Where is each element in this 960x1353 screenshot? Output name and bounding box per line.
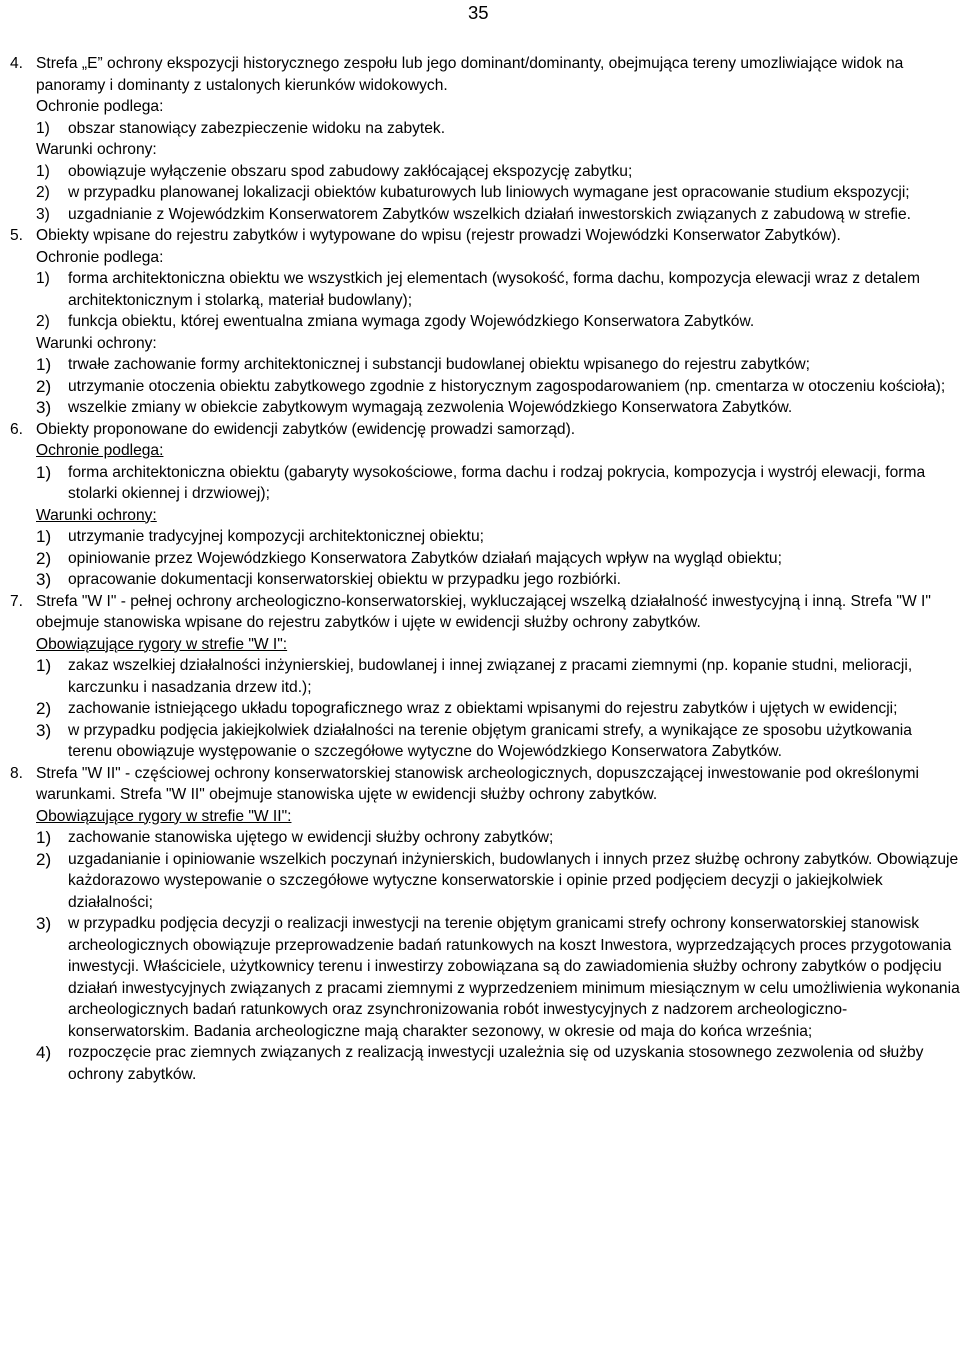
list-item-text: zachowanie stanowiska ujętego w ewidencji służby ochrony zabytków; <box>68 829 554 846</box>
list-item <box>36 268 960 311</box>
list-item-number: 3) <box>36 205 50 223</box>
list-item-text: wszelkie zmiany w obiekcie zabytkowym wymagają zezwolenia Wojewódzkiego Konserwatora Zabytków. <box>68 399 793 416</box>
section <box>10 53 960 225</box>
list-item-text: uzgadanianie i opiniowanie wszelkich poczynań inżynierskich, budowlanych i innych przez służbę ochrony zabytków. Obowiązuje każdorazowo wystepowanie o szczegółowe wytyczne konserwatorskie i opinie przed podjęciem decyzji o jakiejkolwiek działalności; <box>68 850 959 911</box>
list-item-number: 1) <box>36 462 52 482</box>
list-item-number: 1) <box>36 656 52 675</box>
list-item-text: zachowanie istniejącego układu topograficznego wraz z obiektami wpisanymi do rejestru zabytków i ujętych w ewidencji; <box>68 700 898 717</box>
list-item-text: w przypadku planowanej lokalizacji obiektów kubaturowych lub liniowych wymagane jest opracowanie studium ekspozycji; <box>68 184 910 201</box>
section-number: 5. <box>10 227 24 244</box>
document-body <box>10 53 960 1085</box>
page-number: 35 <box>468 2 489 23</box>
list-item-text: w przypadku podjęcia jakiejkolwiek działalności na terenie objętym granicami strefy, a wynikające ze sposobu użytkowania terenu obowiązuje występowanie o szczegółowe wytyczne do Wojewódzkiego Konserwatora Zabytków. <box>68 721 912 760</box>
group-heading: Ochronie podlega: <box>36 98 164 115</box>
list-item-number: 4) <box>36 1043 52 1062</box>
list-item <box>36 182 960 204</box>
list-item <box>36 698 960 720</box>
list-item-number: 2) <box>36 699 52 718</box>
section <box>10 763 960 1086</box>
list-item <box>36 376 960 398</box>
list-item-number: 2) <box>36 313 50 330</box>
list-item <box>36 655 960 698</box>
section-text: Obiekty proponowane do ewidencji zabytków (ewidencję prowadzi samorząd). <box>36 420 576 438</box>
list-item-number: 3) <box>36 720 52 740</box>
list-item-number: 1) <box>36 119 50 137</box>
list-item <box>36 526 960 548</box>
list-item <box>36 397 960 419</box>
list-item <box>36 118 960 140</box>
section-number: 7. <box>10 592 24 610</box>
list-item <box>36 827 960 849</box>
list-item-text: rozpoczęcie prac ziemnych związanych z realizacją inwestycji uzależnia się od uzyskania stosownego zezwolenia od służby ochrony zabytków. <box>68 1044 924 1083</box>
list-item-text: utrzymanie tradycyjnej kompozycji architektonicznej obiektu; <box>68 528 485 545</box>
list-item <box>36 913 960 1042</box>
list-item <box>36 161 960 183</box>
list-item-number: 1) <box>36 527 52 546</box>
list-item-number: 3) <box>36 398 52 417</box>
group-heading: Obowiązujące rygory w strefie "W I": <box>36 635 288 653</box>
list-item <box>36 849 960 914</box>
section <box>10 419 960 591</box>
list-item-number: 1) <box>36 270 50 287</box>
list-item-text: utrzymanie otoczenia obiektu zabytkowego zgodnie z historycznym zagospodarowaniem (np. cmentarza w otoczeniu kościoła); <box>68 377 946 395</box>
list-item <box>36 354 960 376</box>
section <box>10 225 960 419</box>
list-item <box>36 204 960 226</box>
list-item <box>36 1042 960 1085</box>
list-item-number: 1) <box>36 162 50 180</box>
section-text: Obiekty wpisane do rejestru zabytków i wytypowane do wpisu (rejestr prowadzi Wojewódzki Konserwator Zabytków). <box>36 227 841 244</box>
list-item <box>36 311 960 333</box>
list-item-number: 3) <box>36 914 52 933</box>
group-heading: Warunki ochrony: <box>36 141 157 158</box>
list-item-text: opiniowanie przez Wojewódzkiego Konserwatora Zabytków działań mających wpływ na wygląd obiektu; <box>68 549 782 567</box>
section-text: Strefa „E” ochrony ekspozycji historycznego zespołu lub jego dominant/dominanty, obejmująca tereny umozliwiające widok na panoramy i dominanty z ustalonych kierunków widokowych. <box>36 55 904 94</box>
list-item-number: 1) <box>36 355 52 374</box>
list-item-number: 2) <box>36 376 52 396</box>
list-item <box>36 720 960 763</box>
group-heading: Warunki ochrony: <box>36 334 157 352</box>
list-item-text: funkcja obiektu, której ewentualna zmiana wymaga zgody Wojewódzkiego Konserwatora Zabytków. <box>68 313 755 330</box>
section-text: Strefa "W II" - częściowej ochrony konserwatorskiej stanowisk archeologicznych, dopuszczającej inwestowanie pod określonymi warunkami. Strefa "W II" obejmuje stanowiska ujęte w ewidencji służby ochrony zabytków. <box>36 764 919 803</box>
group-heading: Obowiązujące rygory w strefie "W II": <box>36 807 292 825</box>
section-text: Strefa "W I" - pełnej ochrony archeologiczno-konserwatorskiej, wykluczającej wszelką działalność inwestycyjną i inną. Strefa "W I" obejmuje stanowiska wpisane do rejestru zabytków i ujęte w ewidencji służby ochrony zabytków. <box>36 592 931 631</box>
list-item-text: w przypadku podjęcia decyzji o realizacji inwestycji na terenie objętym granicami strefy ochrony konserwatorskiej stanowisk archeologicznych obowiązuje przeprowadzenie badań ratunkowych na koszt Inwestora, wyprzedzających proces przygotowania inwestycji. Właściciele, użytkownicy terenu i inwestirzy zobowiązana są do zawiadomienia służby ochrony zabytków o podjęciu działań inwestycyjnych związanych z pracami ziemnymi z wyprzedzeniem minimum miesiącznym w celu umożliwienia wykonania archeologicznych badań ratunkowych oraz zsynchronizowania robót inwestycyjnych z nadzorem archeologiczno-konserwatorskim. Badania archeologiczne mają charakter sezonowy, w okresie od maja do końca września; <box>68 915 960 1040</box>
list-item-text: uzgadnianie z Wojewódzkim Konserwatorem Zabytków wszelkich działań inwestorskich związanych z zabudową w strefie. <box>68 205 912 223</box>
list-item-text: opracowanie dokumentacji konserwatorskiej obiektu w przypadku jego rozbiórki. <box>68 571 621 588</box>
list-item-number: 3) <box>36 570 52 589</box>
list-item-number: 2) <box>36 548 52 568</box>
list-item <box>36 569 960 591</box>
list-item-text: forma architektoniczna obiektu (gabaryty wysokościowe, forma dachu i rodzaj pokrycia, kompozycja i wystrój elewacji, forma stolarki okiennej i drzwiowej); <box>68 463 926 502</box>
group-heading: Ochronie podlega: <box>36 248 164 266</box>
section-number: 6. <box>10 420 24 438</box>
section <box>10 591 960 763</box>
group-heading: Warunki ochrony: <box>36 506 157 524</box>
list-item-text: forma architektoniczna obiektu we wszystkich jej elementach (wysokość, forma dachu, kompozycja elewacji wraz z detalem architektonicznym i stolarką, materiał budowlany); <box>68 270 920 309</box>
list-item-number: 1) <box>36 828 52 847</box>
list-item-text: zakaz wszelkiej działalności inżynierskiej, budowlanej i innej związanej z pracami ziemnymi (np. kopanie studni, melioracji, karczunku i nasadzania drzew itd.); <box>68 657 913 696</box>
group-heading: Ochronie podlega: <box>36 442 164 459</box>
section-number: 8. <box>10 764 24 782</box>
list-item <box>36 548 960 570</box>
list-item-text: trwałe zachowanie formy architektonicznej i substancji budowlanej obiektu wpisanego do rejestru zabytków; <box>68 356 810 373</box>
list-item-text: obowiązuje wyłączenie obszaru spod zabudowy zakłócającej ekspozycję zabytku; <box>68 162 633 180</box>
list-item-text: obszar stanowiący zabezpieczenie widoku na zabytek. <box>68 119 446 137</box>
list-item <box>36 462 960 505</box>
list-item-number: 2) <box>36 184 50 201</box>
list-item-number: 2) <box>36 849 52 869</box>
section-number: 4. <box>10 55 24 72</box>
